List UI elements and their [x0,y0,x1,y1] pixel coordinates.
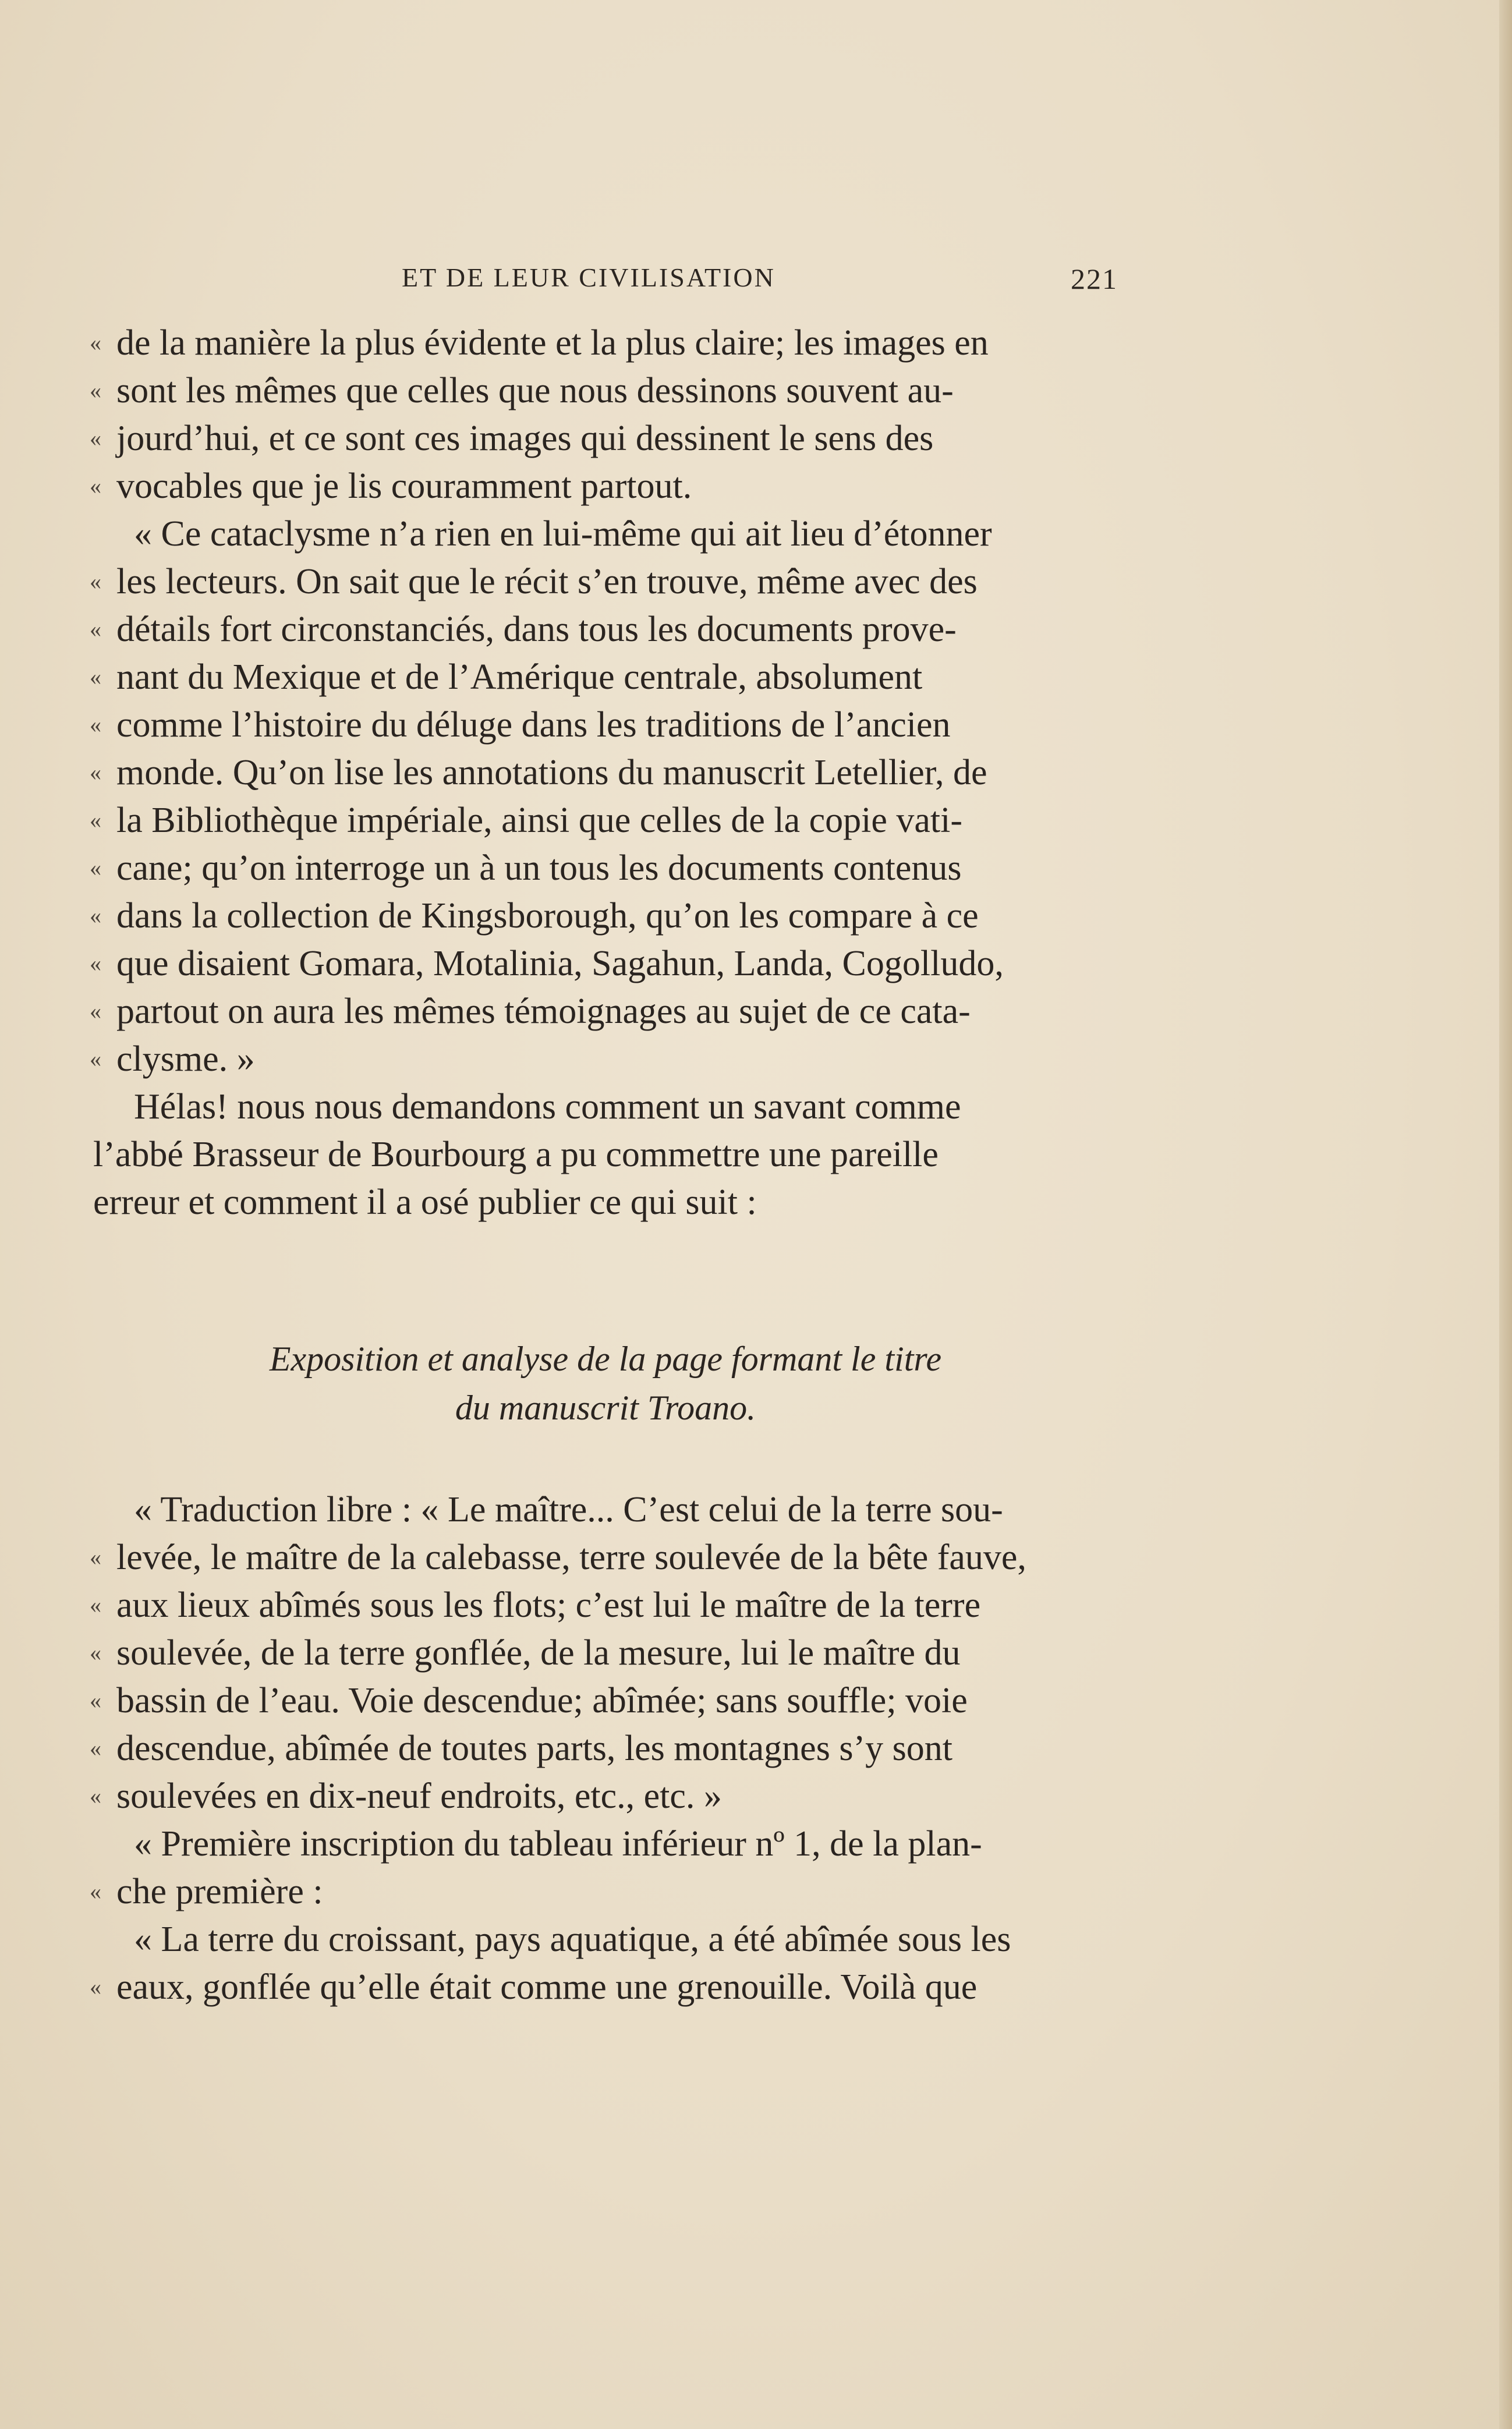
section-heading-line-2: du manuscrit Troano. [455,1389,756,1427]
line-text: de la manière la plus évidente et la plus claire; les images en [116,323,989,363]
quote-mark: « [90,1783,101,1809]
quote-mark: « [90,1735,101,1761]
line-text: l’abbé Brasseur de Bourbourg a pu commettre une pareille [93,1135,939,1174]
line-text: les lecteurs. On sait que le récit s’en trouve, même avec des [116,562,978,601]
line-text: vocables que je lis couramment partout. [116,466,692,506]
quote-mark: « [90,807,101,833]
quote-mark: « [90,950,101,976]
line-text: nant du Mexique et de l’Amérique centrale, absolument [116,657,923,697]
line-text: jourd’hui, et ce sont ces images qui dessinent le sens des [116,419,934,458]
line-text: détails fort circonstanciés, dans tous les documents prove- [116,610,957,649]
line-text: comme l’histoire du déluge dans les traditions de l’ancien [116,705,951,745]
line-text: dans la collection de Kingsborough, qu’on les compare à ce [116,896,979,936]
page-number: 221 [1071,263,1118,295]
quote-mark: « [90,1974,101,2000]
quote-mark: « [90,1687,101,1713]
line-text: « Première inscription du tableau inférieur nº 1, de la plan- [134,1824,982,1864]
line-text: descendue, abîmée de toutes parts, les montagnes s’y sont [116,1729,952,1768]
line-text: soulevées en dix-neuf endroits, etc., etc. » [116,1776,722,1816]
line-text: « Traduction libre : « Le maître... C’est celui de la terre sou- [134,1490,1003,1529]
quote-mark: « [90,1046,101,1072]
line-text: sont les mêmes que celles que nous dessinons souvent au- [116,371,954,410]
quote-mark: « [90,759,101,785]
line-text: cane; qu’on interroge un à un tous les documents contenus [116,848,962,888]
page-header [93,262,1118,303]
quote-mark: « [90,855,101,881]
quote-mark: « [90,616,101,642]
line-text: bassin de l’eau. Voie descendue; abîmée; sans souffle; voie [116,1681,968,1720]
quote-mark: « [90,1640,101,1666]
page-edge [1499,0,1512,2429]
quote-mark: « [90,1878,101,1904]
line-text: aux lieux abîmés sous les flots; c’est lui le maître de la terre [116,1585,981,1625]
line-text: Hélas! nous nous demandons comment un savant comme [134,1087,961,1127]
quote-mark: « [90,377,101,403]
line-text: levée, le maître de la calebasse, terre soulevée de la bête fauve, [116,1538,1026,1577]
line-text: eaux, gonflée qu’elle était comme une grenouille. Voilà que [116,1967,978,2007]
line-text: monde. Qu’on lise les annotations du manuscrit Letellier, de [116,753,987,792]
line-text: erreur et comment il a osé publier ce qui suit : [93,1182,757,1222]
quote-mark: « [90,1592,101,1618]
line-text: soulevée, de la terre gonflée, de la mesure, lui le maître du [116,1633,961,1673]
section-heading-line-1: Exposition et analyse de la page formant le titre [269,1340,942,1378]
line-text: clysme. » [116,1039,255,1079]
quote-mark: « [90,568,101,594]
quote-mark: « [90,902,101,929]
line-text: que disaient Gomara, Motalinia, Sagahun, Landa, Cogolludo, [116,944,1004,983]
line-text: la Bibliothèque impériale, ainsi que celles de la copie vati- [116,801,963,840]
quote-mark: « [90,998,101,1024]
running-title: ET DE LEUR CIVILISATION [402,263,776,292]
line-text: partout on aura les mêmes témoignages au sujet de ce cata- [116,992,971,1031]
line-text: che première : [116,1872,323,1911]
quote-mark: « [90,473,101,499]
line-text: « Ce cataclysme n’a rien en lui-même qui ait lieu d’étonner [134,514,992,554]
quote-mark: « [90,664,101,690]
quote-mark: « [90,330,101,356]
line-text: « La terre du croissant, pays aquatique, a été abîmée sous les [134,1920,1011,1959]
quote-mark: « [90,425,101,451]
quote-mark: « [90,711,101,738]
quote-mark: « [90,1544,101,1570]
